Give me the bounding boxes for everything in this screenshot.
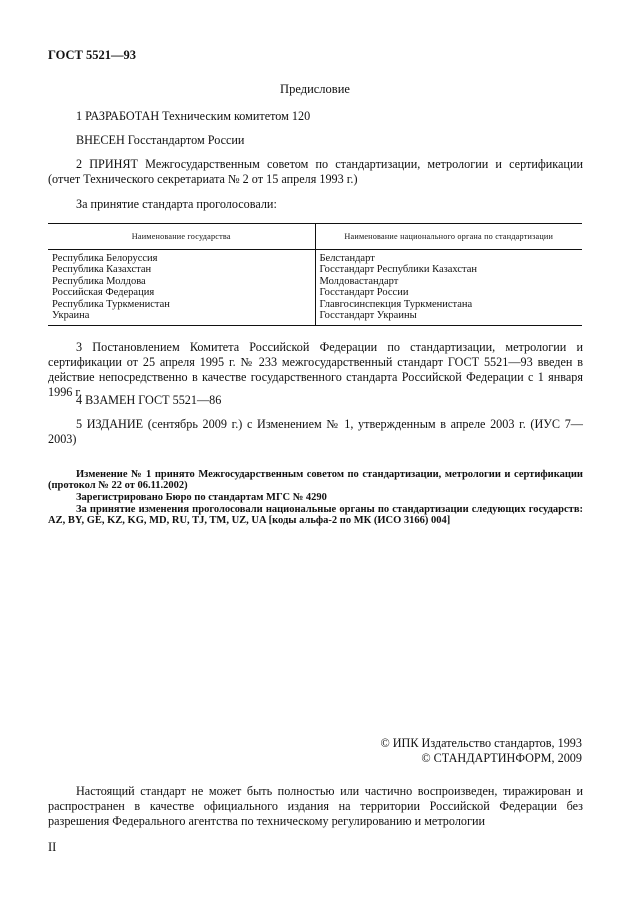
table-row xyxy=(48,287,582,299)
item-developed: 1 РАЗРАБОТАН Техническим комитетом 120 xyxy=(76,109,311,123)
table-row xyxy=(48,249,582,264)
document-code: ГОСТ 5521—93 xyxy=(48,48,137,62)
copyright-line-1: © ИПК Издательство стандартов, 1993 xyxy=(380,736,582,750)
table-cell-state: Российская Федерация xyxy=(52,287,155,298)
table-cell-state: Украина xyxy=(48,310,315,325)
page-number: II xyxy=(48,840,57,854)
column-header-state: Наименование государства xyxy=(48,224,315,250)
table-cell-body: Госстандарт Украины xyxy=(315,310,582,325)
voted-intro: За принятие стандарта проголосовали: xyxy=(76,197,277,211)
table-cell-state: Республика Молдова xyxy=(52,275,146,287)
table-cell-state: Республика Туркменистан xyxy=(52,298,170,310)
table-cell-state: Республика Белоруссия xyxy=(52,252,158,264)
table-row xyxy=(48,299,582,311)
item-adopted: 2 ПРИНЯТ Межгосударственным советом по стандартизации, метрологии и сертификации (отчет Технического секретариата № 2 от 15 апреля 1993 г.) xyxy=(48,157,583,186)
item-decree: 3 Постановлением Комитета Российской Федерации по стандартизации, метрологии и сертификации от 25 апреля 1995 г. № 233 межгосударственный стандарт ГОСТ 5521—93 введен в действие непосредственно в качестве государственного стандарта Российской Федерации с 1 января 1996 г. xyxy=(48,340,583,399)
item-introduced: ВНЕСЕН Госстандартом России xyxy=(76,133,245,147)
table-row xyxy=(48,276,582,288)
item-edition: 5 ИЗДАНИЕ (сентябрь 2009 г.) с Изменением № 1, утвержденным в апреле 2003 г. (ИУС 7—2003) xyxy=(48,417,583,446)
table-cell-body: Белстандарт xyxy=(315,249,582,264)
table-cell-body: Молдовастандарт xyxy=(315,276,582,288)
table-row xyxy=(48,264,582,276)
item-replaces: 4 ВЗАМЕН ГОСТ 5521—86 xyxy=(76,393,222,407)
reproduction-notice: Настоящий стандарт не может быть полностью или частично воспроизведен, тиражирован и распространен в качестве официального издания на территории Российской Федерации без разрешения Федерального агентства по техническому регулированию и метрологии xyxy=(48,784,583,828)
table-cell-body: Госстандарт Республики Казахстан xyxy=(315,264,582,276)
voting-table xyxy=(48,223,582,326)
table-row xyxy=(48,310,582,325)
table-header-row xyxy=(48,224,582,250)
page-title: Предисловие xyxy=(280,82,350,96)
table-cell-state: Республика Казахстан xyxy=(52,264,152,275)
amendment-adopted: Изменение № 1 принято Межгосударственным советом по стандартизации, метрологии и сертификации (протокол № 22 от 06.11.2002) xyxy=(48,468,583,491)
copyright-line-2: © СТАНДАРТИНФОРМ, 2009 xyxy=(421,751,582,765)
table-cell-body: Госстандарт России xyxy=(315,287,582,299)
amendment-voted: За принятие изменения проголосовали национальные органы по стандартизации следующих государств: AZ, BY, GE, KZ, KG, MD, RU, TJ, TM, UZ, UA [коды альфа-2 по МК (ИСО 3166) 004] xyxy=(48,503,583,526)
table-cell-body: Главгосинспекция Туркменистана xyxy=(315,299,582,311)
column-header-body: Наименование национального органа по стандартизации xyxy=(315,224,582,250)
amendment-registered: Зарегистрировано Бюро по стандартам МГС № 4290 xyxy=(76,491,327,503)
